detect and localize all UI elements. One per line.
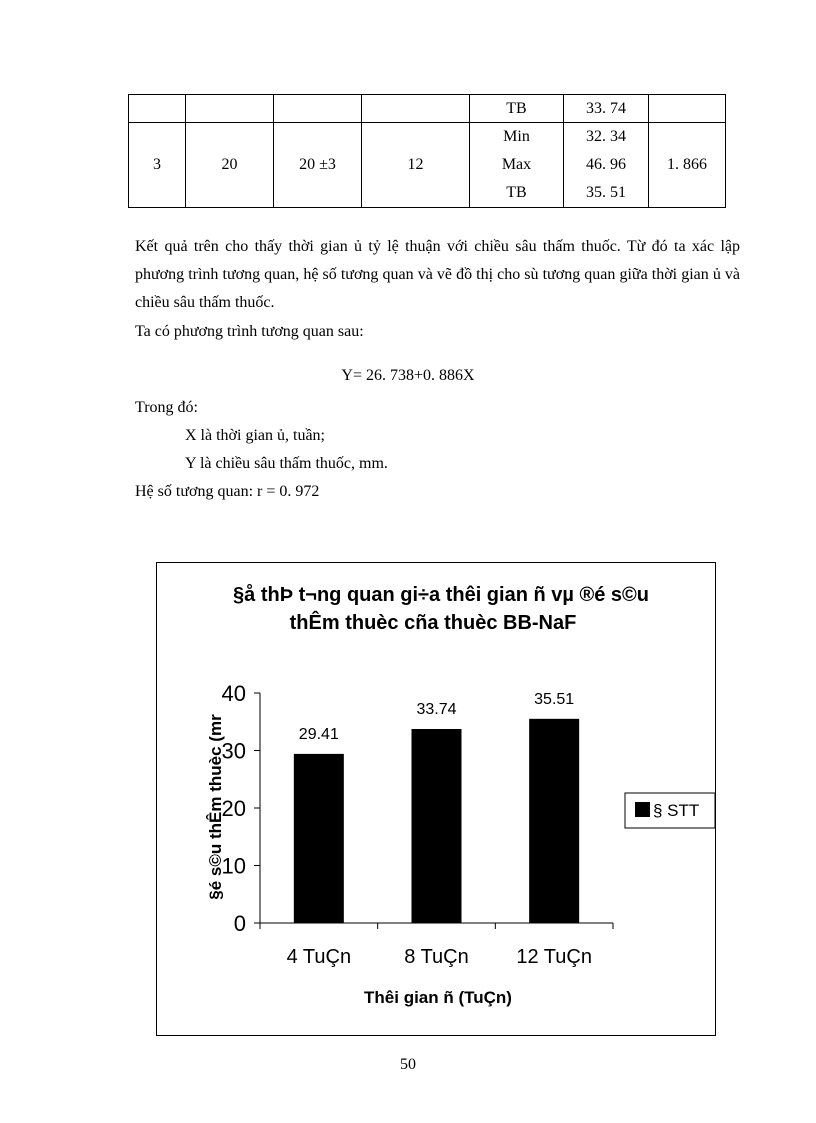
bar-chart (157, 563, 715, 1035)
value-min: 32. 34 (586, 128, 626, 145)
where-label: Trong đó: (135, 399, 198, 416)
table-cell: 3 (129, 123, 186, 208)
y-tick-label: 20 (221, 796, 246, 821)
value-tb: 35. 51 (586, 184, 626, 201)
value-max: 46. 96 (586, 156, 626, 173)
table-cell (129, 95, 186, 123)
table-cell-value: 33. 74 (564, 95, 649, 123)
x-tick-label: 12 TuÇn (516, 946, 592, 968)
page-number: 50 (400, 1056, 416, 1073)
legend-label: § STT (653, 801, 700, 820)
correlation-coefficient: Hệ số tương quan: r = 0. 972 (135, 483, 320, 500)
table-row (129, 123, 726, 208)
stat-tb: TB (506, 184, 527, 201)
bar (529, 719, 579, 923)
x-tick-label: 8 TuÇn (404, 946, 469, 968)
legend-swatch (635, 802, 650, 817)
table-cell (186, 95, 274, 123)
x-definition: X là thời gian ủ, tuần; (185, 427, 325, 444)
y-tick-label: 30 (221, 738, 246, 764)
y-tick-label: 0 (233, 911, 246, 936)
table-cell-stat: TB (470, 95, 564, 123)
table-cell: 12 (362, 123, 470, 208)
table-cell-values (564, 123, 649, 208)
table-cell (362, 95, 470, 123)
y-definition: Y là chiều sâu thấm thuốc, mm. (185, 455, 388, 472)
data-label: 35.51 (534, 690, 575, 708)
table-cell: 20 (186, 123, 274, 208)
table-cell-stats (470, 123, 564, 208)
stat-max: Max (501, 156, 532, 173)
x-axis-label: Thêi gian ñ (TuÇn) (364, 988, 512, 1007)
y-tick-label: 40 (221, 681, 246, 706)
table-cell: 20 ±3 (274, 123, 362, 208)
chart-title-line2: thÊm thuèc cña thuèc BB-NaF (289, 612, 577, 634)
chart-frame (156, 562, 716, 1036)
equation: Y= 26. 738+0. 886X (341, 367, 475, 384)
table-cell (649, 95, 726, 123)
y-axis-label: §é s©u thÊm thuèc (mr (206, 714, 225, 900)
table-cell: 1. 866 (649, 123, 726, 208)
x-tick-label: 4 TuÇn (286, 946, 352, 968)
y-tick-label: 10 (221, 853, 246, 879)
results-table (128, 94, 726, 208)
bar (412, 729, 462, 923)
data-label: 29.41 (298, 725, 339, 743)
results-paragraph: Kết quả trên cho thấy thời gian ủ tỷ lệ thuận với chiều sâu thấm thuốc. Từ đó ta xác lập phương trình tương quan, hệ số tương quan và vẽ đồ thị cho sù tương quan giữa thời gian ủ và chiều sâu thấm thuốc. (135, 238, 740, 311)
bar (294, 754, 344, 923)
stat-min: Min (503, 128, 530, 145)
chart-title-line1: §å thÞ t¬ng quan gi÷a thêi gian ñ vµ ®é s©u (233, 584, 649, 606)
data-label: 33.74 (416, 700, 457, 718)
table-cell (274, 95, 362, 123)
table-row (129, 95, 726, 123)
equation-intro: Ta có phương trình tương quan sau: (135, 323, 364, 340)
